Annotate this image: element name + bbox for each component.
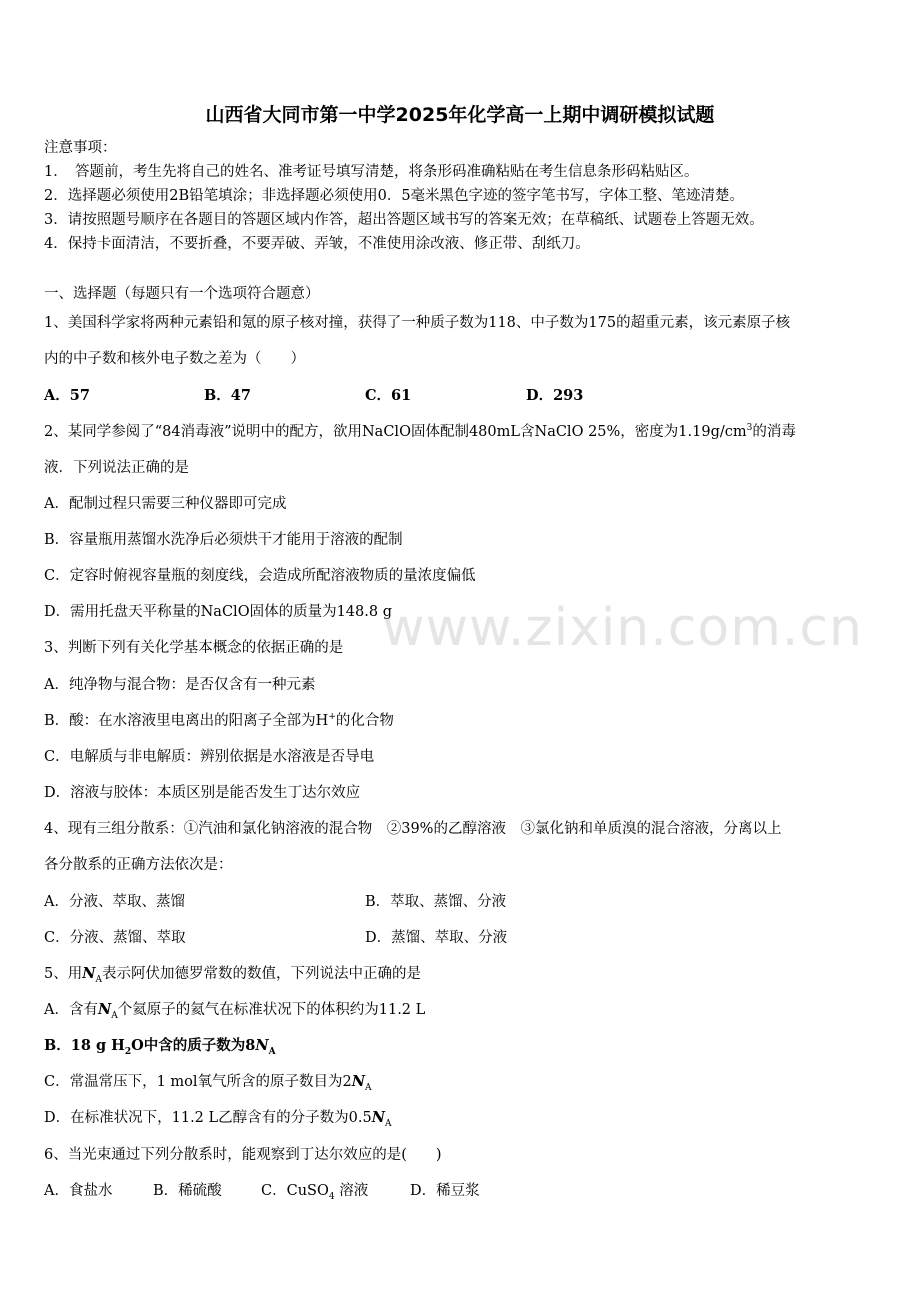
q6-option-c [261, 1181, 368, 1201]
q5-option-d-text: D．在标准状况下，11.2 L乙醇含有的分子数为0.5 [44, 1110, 372, 1126]
q5-avogadro-subscript: A [95, 974, 102, 985]
q3-option-c: C．电解质与非电解质：辨别依据是水溶液是否导电 [44, 749, 375, 765]
watermark: www.zixin.com.cn [382, 598, 863, 658]
q2-option-a: A．配制过程只需要三种仪器即可完成 [44, 496, 287, 512]
q5-option-c-avogadro-symbol: N [351, 1073, 366, 1090]
notes-heading: 注意事项： [44, 140, 117, 156]
q3-option-b-text: B．酸：在水溶液里电离出的阳离子全部为H [44, 713, 329, 729]
q6-option-c-subscript: 4 [328, 1191, 335, 1202]
q2-stem-tail: 的消毒 [752, 424, 796, 440]
q1-option-d: D．293 [526, 387, 584, 404]
q2-cube-superscript: 3 [746, 423, 753, 434]
q5-stem [44, 964, 421, 984]
q3-option-a: A．纯净物与混合物：是否仅含有一种元素 [44, 677, 316, 693]
q4-stem-line2: 各分散系的正确方法依次是： [44, 857, 233, 873]
q5-option-c-text: C．常温常压下，1 mol氧气所含的原子数目为2 [44, 1074, 352, 1090]
q2-option-b: B．容量瓶用蒸馏水洗净后必须烘干才能用于溶液的配制 [44, 532, 403, 548]
q5-option-d-avogadro-subscript: A [384, 1118, 392, 1129]
q5-stem-text: 5、用 [44, 966, 83, 982]
q3-option-b-tail: 的化合物 [335, 713, 394, 729]
q6-stem: 6、当光束通过下列分散系时，能观察到丁达尔效应的是( ) [44, 1147, 442, 1163]
q5-option-b-avogadro-subscript: A [268, 1046, 276, 1057]
page-title: 山西省大同市第一中学2025年化学高一上期中调研模拟试题 [205, 104, 715, 126]
section-heading: 一、选择题（每题只有一个选项符合题意） [44, 286, 320, 302]
q5-option-a-tail: 个氦原子的氦气在标准状况下的体积约为11.2 L [117, 1002, 426, 1018]
q3-option-b [44, 711, 394, 731]
q1-option-c: C．61 [365, 387, 412, 404]
q5-option-a [44, 1000, 425, 1020]
q5-avogadro-symbol: N [82, 965, 96, 982]
q6-option-b: B．稀硫酸 [153, 1183, 222, 1199]
q1-option-a: A．57 [44, 387, 90, 404]
q6-option-d: D．稀豆浆 [410, 1183, 480, 1199]
q2-stem-line1 [44, 422, 796, 442]
q3-option-b-superscript: + [328, 712, 336, 723]
q3-stem: 3、判断下列有关化学基本概念的依据正确的是 [44, 640, 344, 656]
q2-option-c: C．定容时俯视容量瓶的刻度线，会造成所配溶液物质的量浓度偏低 [44, 568, 476, 584]
q5-option-b-avogadro-symbol: N [255, 1037, 269, 1054]
q5-option-b-water-subscript: 2 [124, 1046, 132, 1057]
q4-option-a: A．分液、萃取、蒸馏 [44, 894, 185, 910]
q4-option-d: D．蒸馏、萃取、分液 [365, 930, 508, 946]
q4-option-c: C．分液、蒸馏、萃取 [44, 930, 186, 946]
note-item-4: 4．保持卡面清洁，不要折叠，不要弄破、弄皱，不准使用涂改液、修正带、刮纸刀。 [44, 236, 590, 252]
q5-option-b-tail: O中含的质子数为8 [131, 1037, 256, 1054]
q5-option-b-text: B．18 g H [44, 1037, 125, 1054]
q1-option-b: B．47 [204, 387, 251, 404]
q2-option-d: D．需用托盘天平称量的NaClO固体的质量为148.8 g [44, 604, 392, 620]
q5-option-b [44, 1036, 276, 1056]
q5-stem-tail: 表示阿伏加德罗常数的数值，下列说法中正确的是 [102, 966, 421, 982]
q4-stem-line1: 4、现有三组分散系：①汽油和氯化钠溶液的混合物 ②39%的乙醇溶液 ③氯化钠和单质溴的混合溶液，分离以上 [44, 821, 782, 837]
q2-stem-line2: 液．下列说法正确的是 [44, 460, 189, 476]
q3-option-d: D．溶液与胶体：本质区别是能否发生丁达尔效应 [44, 785, 361, 801]
q5-option-a-avogadro-subscript: A [111, 1010, 118, 1021]
note-item-3: 3．请按照题号顺序在各题目的答题区域内作答，超出答题区域书写的答案无效；在草稿纸、试题卷上答题无效。 [44, 212, 764, 228]
q1-stem-line1: 1、美国科学家将两种元素铅和氪的原子核对撞，获得了一种质子数为118、中子数为175的超重元素，该元素原子核 [44, 315, 791, 331]
q1-stem-line2: 内的中子数和核外电子数之差为（ ） [44, 351, 305, 367]
q5-option-c [44, 1072, 372, 1092]
q5-option-c-avogadro-subscript: A [365, 1082, 372, 1093]
q5-option-a-text: A．含有 [44, 1002, 98, 1018]
note-item-1: 1． 答题前，考生先将自己的姓名、准考证号填写清楚，将条形码准确粘贴在考生信息条形码粘贴区。 [44, 164, 699, 180]
note-item-2: 2．选择题必须使用2B铅笔填涂；非选择题必须使用0．5毫米黑色字迹的签字笔书写，字体工整、笔迹清楚。 [44, 188, 745, 204]
q2-stem-text: 2、某同学参阅了“84消毒液”说明中的配方，欲用NaClO固体配制480mL含NaClO 25%，密度为1.19g/cm [44, 424, 747, 440]
q5-option-a-avogadro-symbol: N [97, 1001, 112, 1018]
q6-option-a: A．食盐水 [44, 1183, 113, 1199]
q5-option-d-avogadro-symbol: N [371, 1109, 385, 1126]
q5-option-d [44, 1108, 391, 1128]
q6-option-c-tail: 溶液 [334, 1183, 369, 1199]
q4-option-b: B．萃取、蒸馏、分液 [365, 894, 507, 910]
q6-option-c-text: C．CuSO [261, 1183, 329, 1199]
